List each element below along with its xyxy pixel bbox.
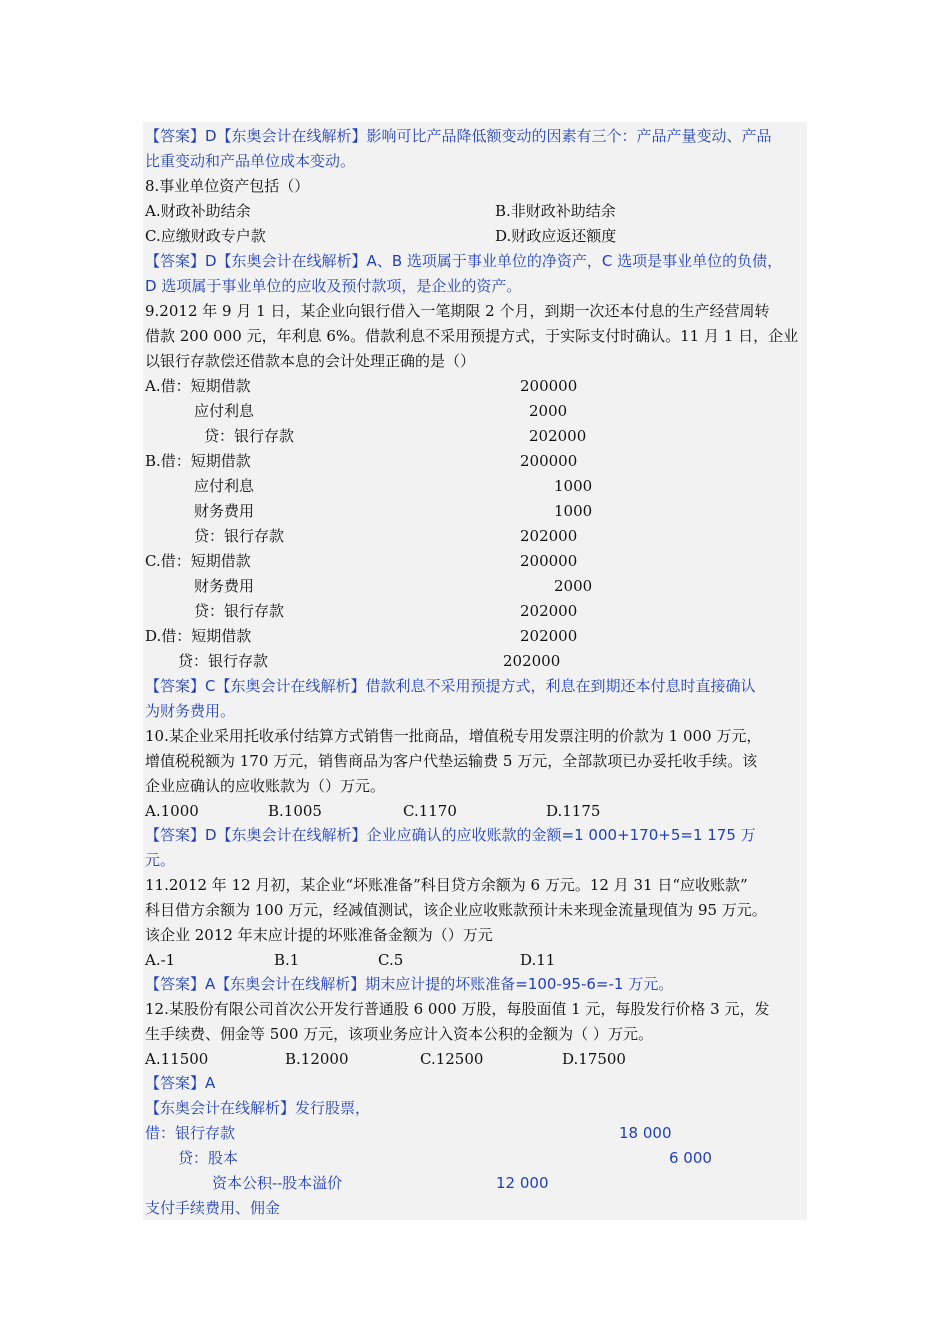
- option-9d-amount-1: 202000: [520, 627, 578, 645]
- option-9c-amount-1: 200000: [520, 552, 578, 570]
- analysis-12-fees: 支付手续费用、佣金: [145, 1199, 281, 1217]
- option-9b-amount-1: 200000: [520, 452, 578, 470]
- option-9d-amount-2: 202000: [503, 652, 561, 670]
- option-9a-credit: 贷：银行存款: [204, 427, 295, 445]
- option-11b: B.1: [274, 951, 300, 969]
- answer-8-line-1: 【答案】D【东奥会计在线解析】A、B 选项属于事业单位的净资产，C 选项是事业单位的负债，: [145, 252, 783, 270]
- option-9c-amount-2: 2000: [554, 577, 593, 595]
- analysis-12-item-3: 资本公积--股本溢价: [212, 1174, 343, 1192]
- analysis-12-title: 【东奥会计在线解析】发行股票，: [145, 1099, 371, 1117]
- analysis-12-amount-1: 18 000: [619, 1124, 672, 1142]
- option-11a: A.-1: [145, 951, 176, 969]
- question-11-stem-1: 11.2012 年 12 月初，某企业“坏账准备”科目贷方余额为 6 万元。12 月 31 日“应收账款”: [145, 876, 748, 894]
- option-8d: D.财政应返还额度: [495, 227, 617, 245]
- option-10d: D.1175: [546, 802, 601, 820]
- analysis-12-amount-3: 12 000: [496, 1174, 549, 1192]
- option-8a: A.财政补助结余: [145, 202, 251, 220]
- option-9a-item-2: 应付利息: [194, 402, 255, 420]
- option-9d-credit: 贷：银行存款: [178, 652, 269, 670]
- option-9b-item-3: 财务费用: [194, 502, 255, 520]
- answer-12: 【答案】A: [145, 1074, 216, 1092]
- option-10c: C.1170: [403, 802, 457, 820]
- answer-7-line-2: 比重变动和产品单位成本变动。: [145, 152, 356, 170]
- answer-9-line-2: 为财务费用。: [145, 702, 236, 720]
- option-9b-credit: 贷：银行存款: [194, 527, 285, 545]
- option-9a-debit: A.借：短期借款: [145, 377, 251, 395]
- option-9b-amount-4: 202000: [520, 527, 578, 545]
- option-9b-amount-3: 1000: [554, 502, 593, 520]
- question-8-stem: 8.事业单位资产包括（）: [145, 177, 310, 195]
- question-9-stem-3: 以银行存款偿还借款本息的会计处理正确的是（）: [145, 352, 476, 370]
- question-12-stem-2: 生手续费、佣金等 500 万元，该项业务应计入资本公积的金额为（ ）万元。: [145, 1025, 653, 1043]
- option-9b-debit: B.借：短期借款: [145, 452, 251, 470]
- answer-8-line-2: D 选项属于事业单位的应收及预付款项，是企业的资产。: [145, 277, 522, 295]
- option-12a: A.11500: [145, 1050, 209, 1068]
- question-10-stem-1: 10.某企业采用托收承付结算方式销售一批商品，增值税专用发票注明的价款为 1 000 万元，: [145, 727, 762, 745]
- option-12b: B.12000: [285, 1050, 349, 1068]
- analysis-12-amount-2: 6 000: [669, 1149, 712, 1167]
- option-11d: D.11: [520, 951, 556, 969]
- answer-10-line-2: 元。: [145, 851, 176, 869]
- option-8b: B.非财政补助结余: [495, 202, 616, 220]
- question-10-stem-2: 增值税税额为 170 万元，销售商品为客户代垫运输费 5 万元，全部款项已办妥托收手续。该: [145, 752, 758, 770]
- question-9-stem-2: 借款 200 000 元，年利息 6%。借款利息不采用预提方式，于实际支付时确认。11 月 1 日，企业: [145, 327, 799, 345]
- option-9c-item-2: 财务费用: [194, 577, 255, 595]
- answer-11: 【答案】A【东奥会计在线解析】期末应计提的坏账准备=100-95-6=-1 万元。: [145, 975, 674, 993]
- option-8c: C.应缴财政专户款: [145, 227, 266, 245]
- option-9d-debit: D.借：短期借款: [145, 627, 252, 645]
- option-9c-debit: C.借：短期借款: [145, 552, 251, 570]
- option-9a-amount-3: 202000: [529, 427, 587, 445]
- option-10b: B.1005: [268, 802, 322, 820]
- answer-7-line-1: 【答案】D【东奥会计在线解析】影响可比产品降低额变动的因素有三个：产品产量变动、产品: [145, 127, 772, 145]
- option-9b-item-2: 应付利息: [194, 477, 255, 495]
- option-9c-amount-3: 202000: [520, 602, 578, 620]
- option-9c-credit: 贷：银行存款: [194, 602, 285, 620]
- option-11c: C.5: [378, 951, 404, 969]
- question-9-stem-1: 9.2012 年 9 月 1 日，某企业向银行借入一笔期限 2 个月，到期一次还本付息的生产经营周转: [145, 302, 770, 320]
- analysis-12-credit: 贷：股本: [178, 1149, 239, 1167]
- option-9a-amount-1: 200000: [520, 377, 578, 395]
- option-12c: C.12500: [420, 1050, 484, 1068]
- option-10a: A.1000: [145, 802, 199, 820]
- analysis-12-debit: 借：银行存款: [145, 1124, 236, 1142]
- question-12-stem-1: 12.某股份有限公司首次公开发行普通股 6 000 万股，每股面值 1 元，每股发行价格 3 元，发: [145, 1000, 770, 1018]
- answer-10-line-1: 【答案】D【东奥会计在线解析】企业应确认的应收账款的金额=1 000+170+5=1 175 万: [145, 826, 756, 844]
- option-9a-amount-2: 2000: [529, 402, 568, 420]
- question-11-stem-3: 该企业 2012 年末应计提的坏账准备金额为（）万元: [145, 926, 493, 944]
- question-10-stem-3: 企业应确认的应收账款为（）万元。: [145, 777, 386, 795]
- option-12d: D.17500: [562, 1050, 626, 1068]
- answer-9-line-1: 【答案】C【东奥会计在线解析】借款利息不采用预提方式，利息在到期还本付息时直接确认: [145, 677, 756, 695]
- question-11-stem-2: 科目借方余额为 100 万元，经减值测试，该企业应收账款预计未来现金流量现值为 95 万元。: [145, 901, 767, 919]
- option-9b-amount-2: 1000: [554, 477, 593, 495]
